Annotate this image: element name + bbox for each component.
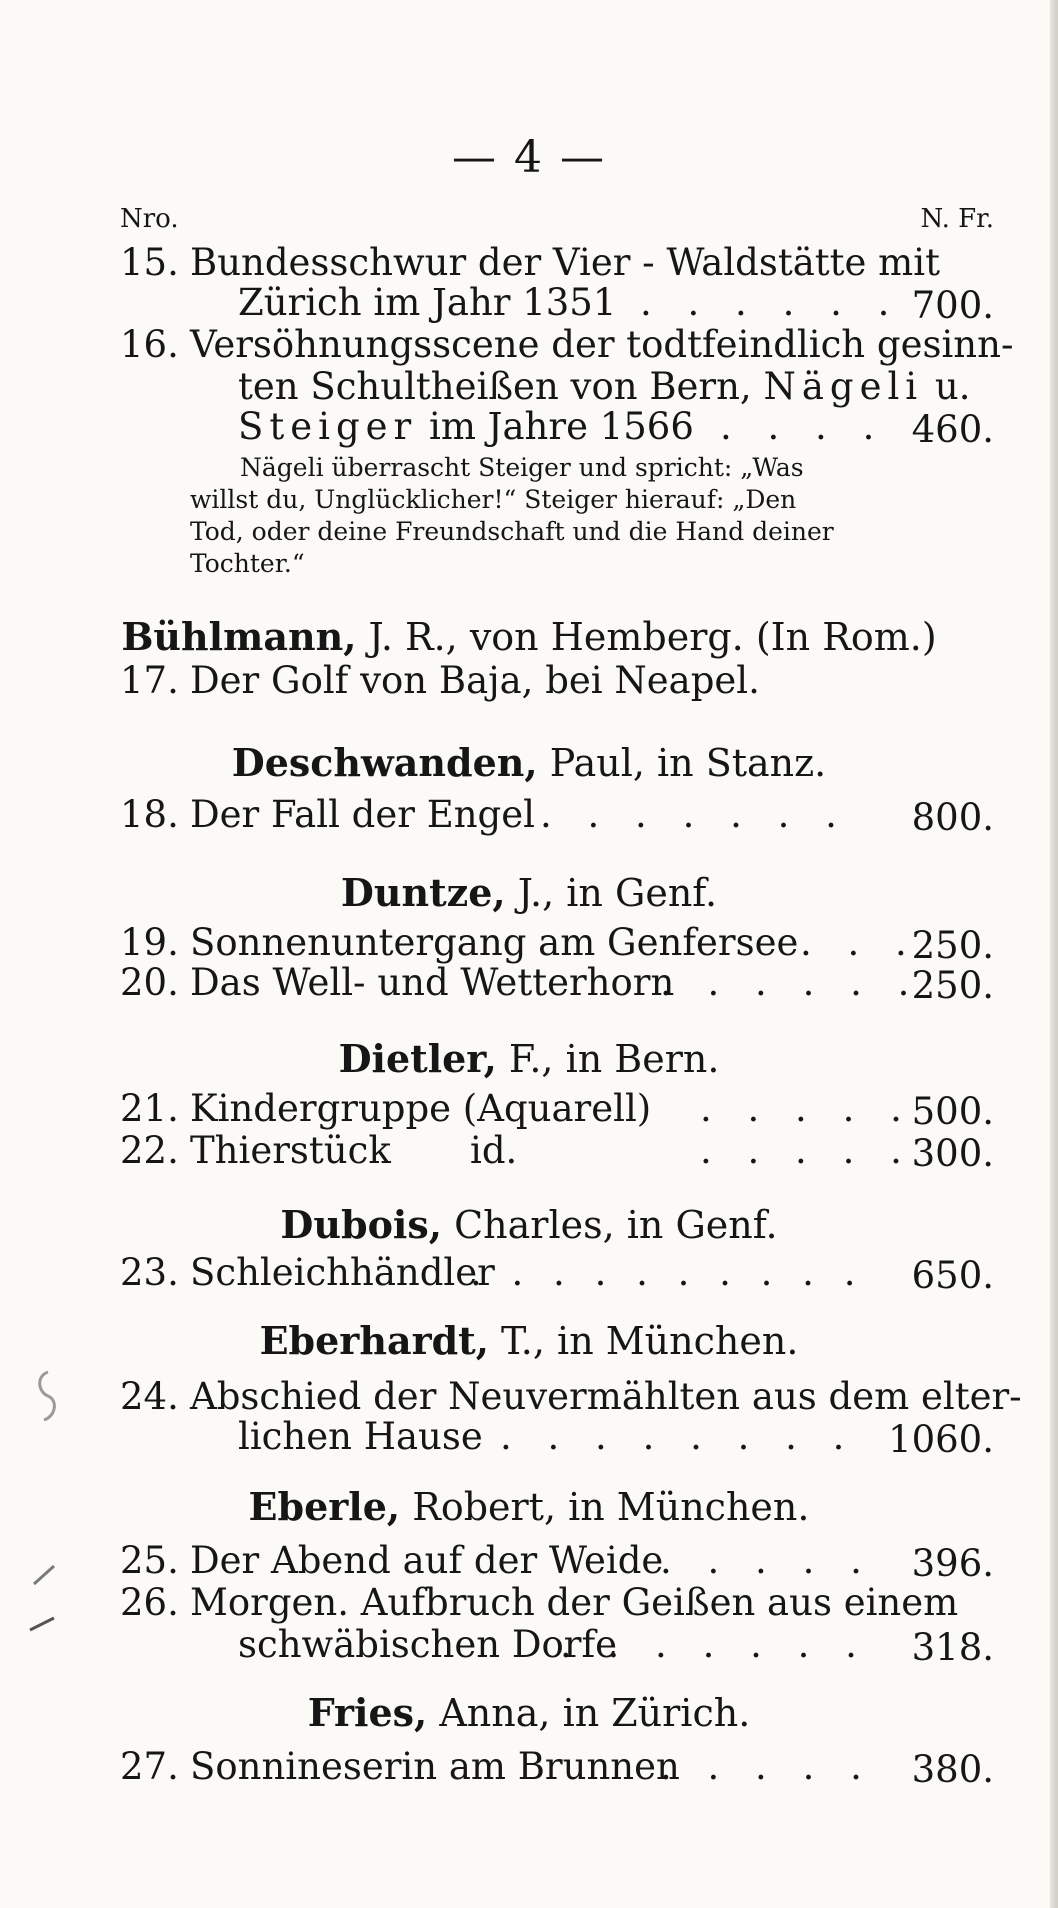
entry-title: Abschied der Neuvermählten aus dem elter- xyxy=(190,1375,1022,1418)
artist-name: Dubois, xyxy=(280,1202,442,1247)
leader-dots: . . . . . . . . . . xyxy=(470,1251,865,1294)
leader-dots: . . . . . xyxy=(660,1539,874,1582)
artist-heading-duntze xyxy=(0,870,1058,915)
entry-title-name: Nägeli xyxy=(763,365,924,408)
entry-number: 23. xyxy=(120,1251,179,1294)
entry-15-price: 700. xyxy=(911,284,994,327)
artist-details: Robert, in München. xyxy=(412,1485,810,1529)
entry-27-price: 380. xyxy=(911,1748,994,1791)
entry-26-price: 318. xyxy=(911,1626,994,1669)
note-line: Nägeli überrascht Steiger und spricht: „Was xyxy=(240,453,804,482)
entry-number: 17. xyxy=(120,659,179,702)
ink-smudge-icon xyxy=(26,1366,70,1426)
entry-23-price: 650. xyxy=(911,1254,994,1297)
note-line: willst du, Unglücklicher!“ Steiger hierauf: „Den xyxy=(190,485,797,514)
entry-title-continued xyxy=(238,365,971,408)
ink-mark-icon xyxy=(26,1610,60,1636)
artist-heading-eberhardt xyxy=(0,1318,1058,1363)
artist-name: Dietler, xyxy=(338,1036,497,1081)
entry-title-continued xyxy=(238,405,694,448)
entry-number: 20. xyxy=(120,961,179,1004)
artist-heading-fries xyxy=(0,1690,1058,1735)
entry-title: Der Golf von Baja, bei Neapel. xyxy=(190,659,760,702)
entry-number: 22. xyxy=(120,1129,179,1172)
entry-number: 18. xyxy=(120,793,179,836)
artist-name: Bühlmann, xyxy=(121,614,357,659)
leader-dots: . . . . . xyxy=(700,1087,914,1130)
entry-title-part: u. xyxy=(934,365,971,408)
artist-name: Eberle, xyxy=(248,1484,401,1529)
entry-title-continued: lichen Hause xyxy=(238,1415,483,1458)
note-line: Tod, oder deine Freundschaft und die Hand deiner xyxy=(190,517,834,546)
artist-name: Eberhardt, xyxy=(259,1318,489,1363)
entry-22-price: 300. xyxy=(911,1132,994,1175)
entry-title: Sonnenuntergang am Genfersee xyxy=(190,921,799,964)
entry-21-price: 500. xyxy=(911,1090,994,1133)
entry-number: 16. xyxy=(120,323,179,366)
artist-details: T., in München. xyxy=(501,1319,799,1363)
entry-number: 26. xyxy=(120,1581,179,1624)
entry-number: 27. xyxy=(120,1745,179,1788)
entry-number: 25. xyxy=(120,1539,179,1582)
artist-heading-buehlmann xyxy=(0,614,1058,659)
artist-name: Deschwanden, xyxy=(231,740,538,785)
entry-19-price: 250. xyxy=(911,924,994,967)
entry-20-price: 250. xyxy=(911,964,994,1007)
artist-heading-eberle xyxy=(0,1484,1058,1529)
leader-dots: . . . xyxy=(800,921,919,964)
artist-name: Duntze, xyxy=(340,870,506,915)
column-header-price: N. Fr. xyxy=(920,204,994,234)
page-edge-shadow xyxy=(1050,0,1058,1908)
leader-dots: . . . . . xyxy=(700,1129,914,1172)
artist-heading-dietler xyxy=(0,1036,1058,1081)
entry-25-price: 396. xyxy=(911,1542,994,1585)
entry-title: Schleichhändler xyxy=(190,1251,495,1294)
entry-title-part: ten Schultheißen von Bern, xyxy=(238,365,752,408)
entry-title: Das Well- und Wetterhorn xyxy=(190,961,675,1004)
entry-number: 19. xyxy=(120,921,179,964)
entry-title-continued: Zürich im Jahr 1351 xyxy=(238,281,617,324)
entry-number: 24. xyxy=(120,1375,179,1418)
artist-heading-deschwanden xyxy=(0,740,1058,785)
leader-dots: . . . . . . . xyxy=(540,793,849,836)
artist-heading-dubois xyxy=(0,1202,1058,1247)
entry-title-part: im Jahre 1566 xyxy=(428,405,694,448)
entry-18-price: 800. xyxy=(911,796,994,839)
entry-title: Kindergruppe (Aquarell) xyxy=(190,1087,652,1130)
artist-name: Fries, xyxy=(307,1690,428,1735)
entry-number: 15. xyxy=(120,241,179,284)
entry-16-note xyxy=(190,452,890,580)
leader-dots: . . . . . . xyxy=(660,961,922,1004)
leader-dots: . . . . . . xyxy=(640,281,902,324)
entry-title-continued: schwäbischen Dorfe xyxy=(238,1623,618,1666)
artist-details: Anna, in Zürich. xyxy=(439,1691,751,1735)
leader-dots: . . . . . . . . xyxy=(500,1415,857,1458)
entry-title-name: Steiger xyxy=(238,405,418,448)
leader-dots: . . . . xyxy=(720,405,887,448)
artist-details: F., in Bern. xyxy=(508,1037,720,1081)
entry-24-price: 1060. xyxy=(888,1418,994,1461)
artist-details: J., in Genf. xyxy=(517,871,718,915)
page-number: — 4 — xyxy=(452,132,606,183)
entry-title: Versöhnungsscene der todtfeindlich gesinn- xyxy=(190,323,1014,366)
ink-mark-icon xyxy=(30,1560,60,1590)
leader-dots: . . . . . . . xyxy=(560,1623,869,1666)
entry-title: Der Abend auf der Weide xyxy=(190,1539,664,1582)
leader-dots: . . . . . xyxy=(660,1745,874,1788)
artist-details: J. R., von Hemberg. (In Rom.) xyxy=(368,615,937,659)
entry-title: Thierstück xyxy=(190,1129,391,1172)
column-header-number: Nro. xyxy=(120,204,179,234)
artist-details: Paul, in Stanz. xyxy=(549,741,827,785)
artist-details: Charles, in Genf. xyxy=(454,1203,778,1247)
ditto-mark: id. xyxy=(470,1129,518,1172)
entry-title: Bundesschwur der Vier - Waldstätte mit xyxy=(190,241,940,284)
note-line: Tochter.“ xyxy=(190,549,305,578)
entry-title: Morgen. Aufbruch der Geißen aus einem xyxy=(190,1581,959,1624)
entry-title: Der Fall der Engel xyxy=(190,793,535,836)
entry-title: Sonnineserin am Brunnen xyxy=(190,1745,680,1788)
entry-number: 21. xyxy=(120,1087,179,1130)
entry-16-price: 460. xyxy=(911,408,994,451)
